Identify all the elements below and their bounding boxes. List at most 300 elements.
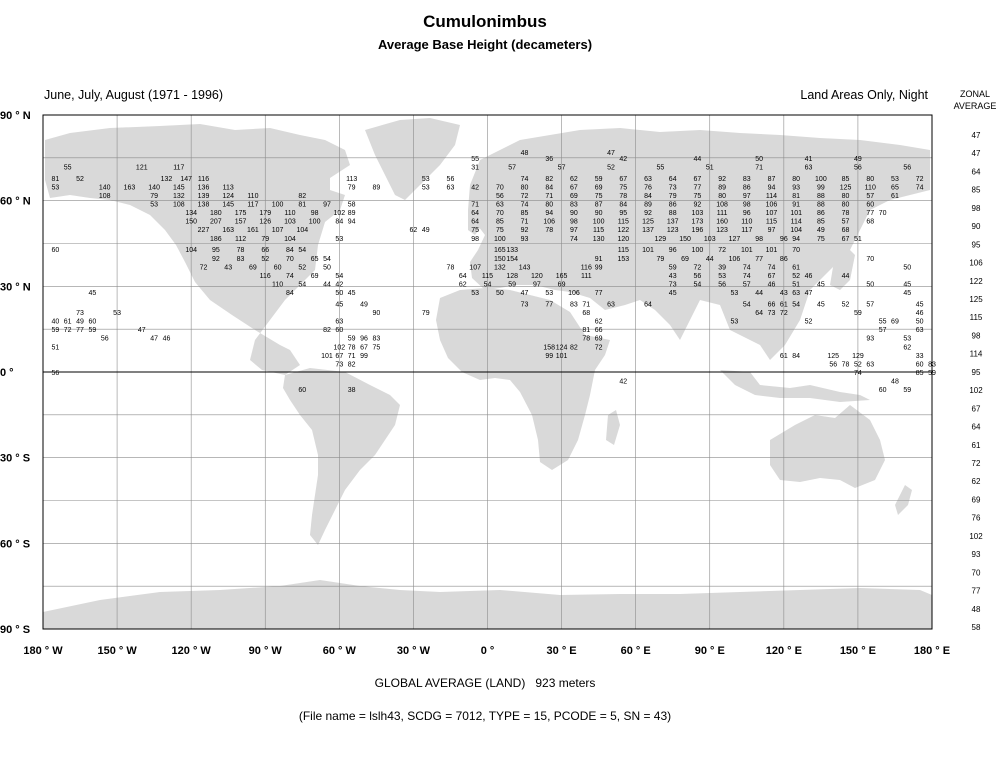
grid-box-value: 110 — [247, 192, 259, 200]
grid-box-value: 78 — [841, 361, 850, 369]
grid-box-value: 93 — [792, 184, 801, 192]
grid-box-value: 97 — [532, 281, 541, 289]
grid-box-value: 59 — [594, 175, 603, 183]
grid-box-value: 56 — [693, 272, 702, 280]
grid-box-value: 52 — [298, 264, 307, 272]
grid-box-value: 72 — [915, 175, 924, 183]
grid-box-value: 59 — [903, 387, 912, 395]
grid-box-value: 88 — [816, 201, 825, 209]
grid-box-value: 84 — [545, 184, 554, 192]
grid-box-value: 81 — [582, 327, 591, 335]
grid-box-value: 73 — [668, 281, 677, 289]
grid-box-value: 42 — [471, 184, 480, 192]
grid-box-value: 44 — [693, 155, 702, 163]
zonal-average-value: 114 — [969, 349, 983, 359]
zonal-average-value: 77 — [971, 586, 981, 596]
grid-box-value: 124 — [555, 344, 568, 352]
grid-box-value: 67 — [619, 175, 628, 183]
grid-box-value: 68 — [841, 227, 850, 235]
grid-box-value: 54 — [693, 281, 702, 289]
grid-box-value: 84 — [335, 218, 344, 226]
grid-box-value: 55 — [471, 155, 480, 163]
grid-box-value: 49 — [816, 227, 825, 235]
grid-box-value: 56 — [718, 281, 726, 289]
grid-box-value: 110 — [741, 218, 753, 226]
grid-box-value: 82 — [298, 192, 307, 200]
grid-box-value: 57 — [557, 164, 566, 172]
grid-box-value: 72 — [63, 327, 72, 335]
grid-box-value: 116 — [259, 272, 271, 280]
grid-box-value: 44 — [755, 290, 764, 298]
grid-box-value: 59 — [928, 370, 936, 377]
grid-box-value: 100 — [691, 247, 704, 255]
grid-box-value: 79 — [656, 255, 665, 263]
grid-box-value: 89 — [644, 201, 652, 209]
grid-box-value: 96 — [742, 210, 751, 218]
grid-box-value: 74 — [286, 272, 294, 280]
grid-box-value: 101 — [740, 247, 753, 255]
grid-box-value: 61 — [63, 318, 72, 326]
grid-box-value: 137 — [642, 227, 654, 235]
grid-box-value: 36 — [545, 155, 554, 163]
grid-box-value: 104 — [185, 247, 198, 255]
zonal-average-header: ZONAL AVERAGE — [953, 89, 997, 111]
grid-box-value: 91 — [594, 255, 603, 263]
grid-box-value: 123 — [716, 227, 728, 235]
grid-box-value: 137 — [666, 218, 679, 226]
grid-box-value: 50 — [915, 318, 924, 326]
grid-box-value: 41 — [804, 155, 813, 163]
zonal-average-value: 70 — [971, 568, 981, 578]
grid-box-value: 70 — [792, 247, 801, 255]
grid-box-value: 111 — [580, 272, 592, 280]
grid-box-value: 70 — [286, 255, 294, 263]
grid-box-value: 45 — [915, 301, 924, 309]
grid-box-value: 69 — [594, 335, 603, 343]
grid-box-value: 63 — [792, 290, 801, 298]
grid-box-value: 78 — [446, 264, 455, 272]
grid-box-value: 100 — [308, 218, 321, 226]
grid-box-value: 49 — [421, 227, 430, 235]
grid-box-value: 73 — [668, 184, 677, 192]
grid-box-value: 56 — [51, 370, 60, 377]
grid-box-value: 39 — [718, 264, 726, 272]
grid-box-value: 89 — [718, 184, 726, 192]
grid-box-value: 113 — [346, 175, 358, 183]
grid-box-value: 153 — [617, 255, 630, 263]
grid-box-value: 69 — [557, 281, 566, 289]
grid-box-value: 114 — [790, 218, 802, 226]
grid-box-value: 108 — [716, 201, 728, 209]
grid-box-value: 92 — [211, 255, 220, 263]
grid-box-value: 78 — [236, 247, 245, 255]
grid-box-value: 134 — [185, 210, 198, 218]
grid-box-value: 115 — [617, 247, 629, 255]
grid-box-value: 100 — [494, 235, 506, 243]
grid-box-value: 54 — [335, 272, 344, 280]
grid-box-value: 72 — [594, 344, 603, 352]
latitude-label: 30 ° S — [0, 452, 31, 465]
grid-box-value: 64 — [644, 301, 652, 309]
zonal-average-value: 47 — [971, 149, 981, 159]
madagascar-land — [606, 410, 620, 445]
longitude-label: 30 ° E — [546, 645, 577, 657]
grid-box-value: 53 — [718, 272, 726, 280]
zonal-average-value: 62 — [971, 477, 981, 487]
grid-box-value: 74 — [742, 272, 751, 280]
grid-box-value: 115 — [593, 227, 605, 235]
grid-box-value: 49 — [854, 155, 862, 163]
grid-box-value: 63 — [915, 327, 924, 335]
grid-box-value: 71 — [347, 352, 356, 360]
grid-box-value: 59 — [668, 264, 677, 272]
grid-box-value: 101 — [321, 352, 333, 360]
grid-box-value: 67 — [360, 344, 368, 352]
grid-box-value: 60 — [273, 264, 282, 272]
latitude-label: 90 ° S — [0, 624, 31, 636]
grid-box-value: 42 — [619, 155, 628, 163]
grid-box-value: 43 — [668, 272, 677, 280]
grid-box-value: 45 — [668, 290, 677, 298]
grid-box-value: 80 — [841, 201, 850, 209]
zonal-average-value: 67 — [971, 404, 981, 414]
grid-box-value: 53 — [421, 175, 430, 183]
grid-box-value: 125 — [827, 352, 840, 360]
grid-box-value: 52 — [792, 272, 801, 280]
grid-box-value: 147 — [180, 175, 193, 183]
zonal-average-value: 61 — [971, 440, 981, 450]
grid-box-value: 132 — [494, 264, 506, 272]
grid-box-value: 158 — [543, 344, 556, 352]
grid-box-value: 86 — [816, 210, 825, 218]
grid-box-value: 42 — [619, 378, 628, 386]
grid-box-value: 62 — [570, 175, 578, 183]
latitude-label: 60 ° S — [0, 538, 31, 551]
grid-box-value: 60 — [298, 387, 307, 395]
grid-box-value: 45 — [335, 301, 344, 309]
grid-box-value: 78 — [619, 192, 628, 200]
grid-box-value: 145 — [222, 201, 235, 209]
grid-box-value: 77 — [755, 255, 764, 263]
grid-box-value: 59 — [508, 281, 517, 289]
grid-box-value: 103 — [691, 210, 704, 218]
grid-box-value: 75 — [471, 227, 480, 235]
grid-box-value: 72 — [199, 264, 208, 272]
grid-box-value: 84 — [619, 201, 628, 209]
grid-box-value: 117 — [173, 164, 185, 172]
indonesia-land — [720, 370, 870, 402]
grid-box-value: 154 — [506, 255, 519, 263]
grid-box-value: 62 — [903, 344, 912, 352]
grid-box-value: 52 — [261, 255, 270, 263]
grid-box-value: 47 — [804, 290, 813, 298]
grid-box-value: 117 — [741, 227, 753, 235]
grid-box-value: 97 — [767, 227, 776, 235]
grid-box-value: 60 — [915, 361, 924, 369]
grid-box-value: 107 — [469, 264, 481, 272]
zonal-average-value: 47 — [971, 131, 981, 140]
grid-box-value: 173 — [691, 218, 704, 226]
grid-box-value: 113 — [222, 184, 234, 192]
grid-box-value: 54 — [792, 301, 801, 309]
grid-box-value: 62 — [409, 227, 418, 235]
grid-box-value: 132 — [160, 175, 173, 183]
grid-box-value: 81 — [298, 201, 307, 209]
grid-box-value: 74 — [520, 201, 529, 209]
grid-box-value: 129 — [852, 352, 864, 360]
grid-box-value: 63 — [495, 201, 504, 209]
grid-box-value: 157 — [234, 218, 247, 226]
grid-box-value: 63 — [335, 318, 344, 326]
grid-box-value: 50 — [323, 264, 331, 272]
grid-box-value: 65 — [310, 255, 319, 263]
grid-box-value: 93 — [866, 335, 875, 343]
grid-box-value: 128 — [506, 272, 519, 280]
grid-box-value: 74 — [915, 184, 924, 192]
zonal-average-value: 64 — [971, 422, 981, 432]
grid-box-value: 108 — [98, 192, 111, 200]
grid-box-value: 98 — [742, 201, 751, 209]
grid-box-value: 55 — [878, 318, 887, 326]
grid-box-value: 145 — [172, 184, 185, 192]
grid-box-value: 51 — [51, 344, 60, 352]
grid-box-value: 70 — [495, 210, 504, 218]
grid-box-value: 102 — [333, 344, 346, 352]
grid-box-value: 121 — [135, 164, 148, 172]
grid-box-value: 101 — [790, 210, 803, 218]
grid-box-value: 67 — [841, 235, 850, 243]
grid-box-value: 83 — [742, 175, 751, 183]
grid-box-value: 186 — [210, 235, 222, 243]
grid-box-value: 56 — [446, 175, 455, 183]
grid-box-value: 64 — [755, 310, 764, 318]
grid-box-value: 116 — [197, 175, 210, 183]
grid-box-value: 45 — [903, 290, 912, 298]
grid-box-value: 98 — [570, 218, 578, 226]
grid-box-value: 61 — [891, 192, 899, 200]
grid-box-value: 107 — [765, 210, 778, 218]
grid-box-value: 74 — [767, 264, 776, 272]
grid-box-value: 136 — [197, 184, 210, 192]
grid-box-value: 74 — [520, 175, 529, 183]
grid-box-value: 108 — [172, 201, 185, 209]
longitude-label: 180 ° E — [913, 645, 951, 657]
grid-box-value: 40 — [51, 318, 60, 326]
grid-box-value: 103 — [284, 218, 296, 226]
zonal-average-value: 90 — [971, 222, 981, 232]
grid-box-value: 59 — [854, 310, 862, 318]
grid-box-value: 56 — [829, 361, 838, 369]
grid-box-value: 65 — [891, 184, 899, 192]
grid-box-value: 67 — [570, 184, 578, 192]
grid-box-value: 160 — [716, 218, 728, 226]
grid-box-value: 165 — [555, 272, 568, 280]
grid-box-value: 46 — [162, 335, 171, 343]
grid-box-value: 46 — [915, 310, 924, 318]
zonal-average-value: 122 — [969, 276, 983, 286]
grid-box-value: 80 — [792, 175, 801, 183]
grid-box-value: 44 — [323, 281, 331, 289]
grid-box-value: 95 — [619, 210, 628, 218]
grid-box-value: 100 — [815, 175, 827, 183]
grid-box-value: 52 — [841, 301, 850, 309]
grid-box-value: 196 — [691, 227, 704, 235]
grid-box-value: 85 — [841, 175, 850, 183]
grid-box-value: 46 — [804, 272, 813, 280]
grid-box-value: 106 — [765, 201, 778, 209]
grid-box-value: 127 — [728, 235, 741, 243]
grid-box-value: 86 — [742, 184, 751, 192]
latitude-label: 60 ° N — [0, 195, 31, 208]
grid-box-value: 79 — [668, 192, 677, 200]
grid-box-value: 59 — [88, 327, 97, 335]
grid-box-value: 138 — [197, 201, 210, 209]
grid-box-value: 102 — [333, 210, 346, 218]
grid-box-value: 53 — [51, 184, 60, 192]
grid-box-value: 75 — [372, 344, 381, 352]
grid-box-value: 115 — [765, 218, 778, 226]
grid-box-value: 122 — [617, 227, 630, 235]
grid-box-value: 53 — [421, 184, 430, 192]
grid-box-value: 72 — [520, 192, 529, 200]
grid-box-value: 75 — [619, 184, 628, 192]
grid-box-value: 79 — [347, 184, 356, 192]
grid-box-value: 80 — [866, 175, 875, 183]
grid-box-value: 75 — [594, 192, 603, 200]
grid-box-value: 53 — [545, 290, 554, 298]
grid-box-value: 75 — [693, 192, 702, 200]
grid-box-value: 140 — [98, 184, 111, 192]
grid-box-value: 75 — [495, 227, 504, 235]
grid-box-value: 50 — [495, 290, 504, 298]
grid-box-value: 49 — [76, 318, 84, 326]
grid-box-value: 74 — [570, 235, 578, 243]
grid-box-value: 165 — [494, 247, 506, 255]
grid-box-value: 72 — [718, 247, 726, 255]
grid-box-value: 90 — [570, 210, 578, 218]
grid-box-value: 51 — [792, 281, 801, 289]
grid-box-value: 54 — [483, 281, 492, 289]
grid-box-value: 90 — [594, 210, 603, 218]
grid-box-value: 77 — [693, 184, 702, 192]
grid-box-value: 50 — [755, 155, 764, 163]
grid-box-value: 150 — [185, 218, 198, 226]
grid-box-value: 48 — [891, 378, 899, 386]
grid-box-value: 33 — [915, 352, 924, 360]
grid-box-value: 99 — [816, 184, 825, 192]
grid-box-value: 57 — [508, 164, 517, 172]
grid-box-value: 104 — [790, 227, 803, 235]
grid-box-value: 38 — [347, 387, 356, 395]
grid-box-value: 83 — [928, 361, 936, 369]
grid-box-value: 53 — [891, 175, 899, 183]
grid-box-value: 132 — [172, 192, 185, 200]
grid-box-value: 45 — [816, 301, 825, 309]
grid-box-value: 207 — [210, 218, 222, 226]
grid-box-value: 53 — [150, 201, 159, 209]
grid-box-value: 72 — [693, 264, 702, 272]
grid-box-value: 115 — [617, 218, 629, 226]
grid-box-value: 43 — [779, 290, 788, 298]
grid-box-value: 47 — [520, 290, 529, 298]
grid-box-value: 78 — [582, 335, 591, 343]
grid-box-value: 84 — [286, 247, 294, 255]
grid-box-value: 49 — [360, 301, 368, 309]
grid-box-value: 73 — [335, 361, 344, 369]
grid-box-value: 71 — [545, 192, 554, 200]
grid-box-value: 97 — [570, 227, 578, 235]
grid-box-value: 77 — [76, 327, 84, 335]
grid-box-value: 70 — [495, 184, 504, 192]
global-average: GLOBAL AVERAGE (LAND) 923 meters — [374, 676, 596, 690]
zonal-average-value: 125 — [969, 295, 983, 304]
grid-box-value: 31 — [471, 164, 480, 172]
latitude-label: 90 ° N — [0, 110, 31, 122]
grid-box-value: 73 — [520, 301, 529, 309]
grid-box-value: 66 — [594, 327, 603, 335]
grid-box-value: 101 — [555, 352, 568, 360]
zonal-average-value: 93 — [971, 550, 981, 560]
zonal-average-value: 48 — [971, 604, 981, 614]
grid-box-value: 82 — [545, 175, 554, 183]
grid-box-value: 95 — [211, 247, 220, 255]
grid-box-value: 62 — [594, 318, 603, 326]
grid-box-value: 94 — [767, 184, 776, 192]
grid-box-value: 104 — [284, 235, 296, 243]
grid-box-value: 180 — [210, 210, 222, 218]
grid-box-value: 106 — [543, 218, 556, 226]
grid-box-value: 94 — [545, 210, 554, 218]
grid-box-value: 52 — [76, 175, 84, 183]
grid-box-value: 50 — [866, 281, 875, 289]
grid-box-value: 120 — [617, 235, 630, 243]
grid-box-value: 120 — [531, 272, 543, 280]
grid-box-value: 50 — [335, 290, 344, 298]
grid-box-value: 80 — [520, 184, 529, 192]
grid-box-value: 80 — [718, 192, 726, 200]
grid-box-value: 87 — [594, 201, 603, 209]
map-title: Cumulonimbus — [423, 12, 547, 31]
grid-box-value: 53 — [471, 290, 480, 298]
grid-box-value: 55 — [63, 164, 72, 172]
grid-box-value: 227 — [197, 227, 210, 235]
grid-box-value: 92 — [644, 210, 652, 218]
grid-box-value: 112 — [234, 235, 247, 243]
grid-box-value: 53 — [730, 318, 739, 326]
grid-box-value: 55 — [656, 164, 665, 172]
grid-box-value: 163 — [222, 227, 235, 235]
grid-box-value: 45 — [816, 281, 825, 289]
grid-box-value: 82 — [347, 361, 356, 369]
grid-box-value: 56 — [100, 335, 109, 343]
grid-box-value: 110 — [284, 210, 296, 218]
grid-box-value: 52 — [804, 318, 813, 326]
grid-box-value: 83 — [570, 201, 578, 209]
grid-box-value: 99 — [360, 352, 368, 360]
grid-box-value: 66 — [767, 301, 776, 309]
grid-box-value: 56 — [495, 192, 504, 200]
zonal-average-value: 98 — [971, 331, 981, 341]
grid-box-value: 67 — [335, 352, 344, 360]
grid-box-value: 63 — [607, 301, 615, 309]
grid-box-value: 77 — [866, 210, 875, 218]
zonal-average-value: 76 — [971, 513, 981, 523]
grid-box-value: 60 — [866, 201, 875, 209]
grid-box-value: 107 — [271, 227, 284, 235]
grid-box-value: 83 — [372, 335, 381, 343]
grid-box-value: 70 — [878, 210, 887, 218]
grid-box-value: 50 — [903, 264, 912, 272]
